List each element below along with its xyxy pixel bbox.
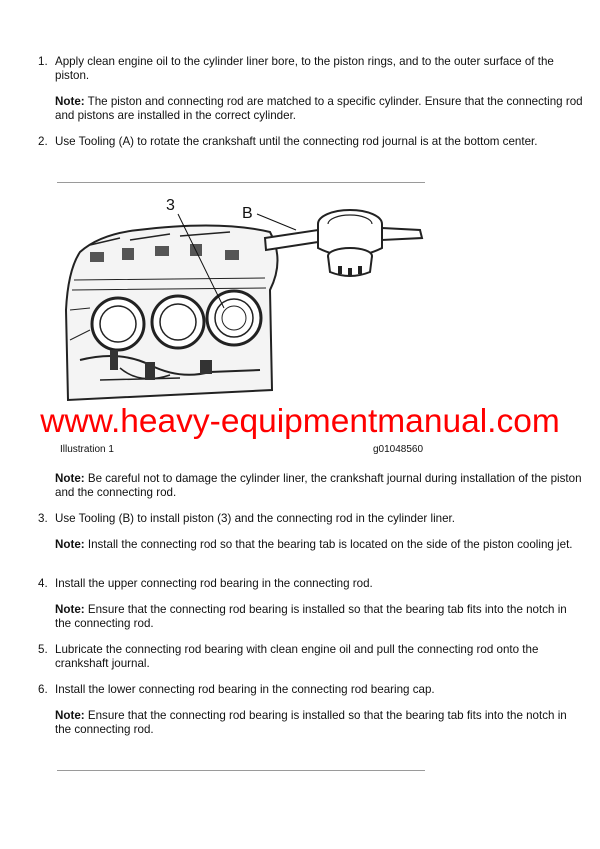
divider-top xyxy=(57,182,425,183)
step-text: Install the lower connecting rod bearing in the connecting rod bearing cap. xyxy=(55,683,435,696)
note-label: Note: xyxy=(55,538,85,551)
note-label: Note: xyxy=(55,95,85,108)
step-number: 5. xyxy=(38,643,48,656)
note-label: Note: xyxy=(55,709,85,722)
step-text: Use Tooling (B) to install piston (3) and the connecting rod in the cylinder liner. xyxy=(55,512,455,525)
note-text: Install the connecting rod so that the bearing tab is located on the side of the piston cooling jet. xyxy=(84,538,573,551)
engine-illustration xyxy=(60,190,510,405)
note-label: Note: xyxy=(55,603,85,616)
note-label: Note: xyxy=(55,472,85,485)
note-3 xyxy=(55,538,583,552)
note-text: Ensure that the connecting rod bearing is installed so that the bearing tab fits into the notch in the connecting rod. xyxy=(55,603,567,630)
step-number: 3. xyxy=(38,512,48,525)
illustration-code: g01048560 xyxy=(373,444,424,455)
note-4 xyxy=(55,603,583,631)
note-1 xyxy=(55,95,583,123)
note-text: The piston and connecting rod are matched to a specific cylinder. Ensure that the connecting rod and pistons are installed in the correct cylinder. xyxy=(55,95,583,122)
step-number: 1. xyxy=(38,55,48,68)
watermark: www.heavy-equipmentmanual.com xyxy=(40,403,560,440)
step-number: 6. xyxy=(38,683,48,696)
step-text: Install the upper connecting rod bearing in the connecting rod. xyxy=(55,577,373,590)
callout-b: B xyxy=(242,205,253,222)
note-text: Be careful not to damage the cylinder liner, the crankshaft journal during installation of the piston and the connecting rod. xyxy=(55,472,582,499)
callout-3: 3 xyxy=(166,197,175,214)
note-text: Ensure that the connecting rod bearing is installed so that the bearing tab fits into the notch in the connecting rod. xyxy=(55,709,567,736)
note-5 xyxy=(55,709,583,737)
divider-bottom xyxy=(57,770,425,771)
step-number: 4. xyxy=(38,577,48,590)
illustration-caption: Illustration 1 xyxy=(60,444,114,455)
step-text: Apply clean engine oil to the cylinder liner bore, to the piston rings, and to the outer surface of the piston. xyxy=(55,55,554,82)
note-2 xyxy=(55,472,583,500)
step-number: 2. xyxy=(38,135,48,148)
step-text: Lubricate the connecting rod bearing with clean engine oil and pull the connecting rod onto the crankshaft journal. xyxy=(55,643,539,670)
step-text: Use Tooling (A) to rotate the crankshaft until the connecting rod journal is at the bottom center. xyxy=(55,135,538,148)
